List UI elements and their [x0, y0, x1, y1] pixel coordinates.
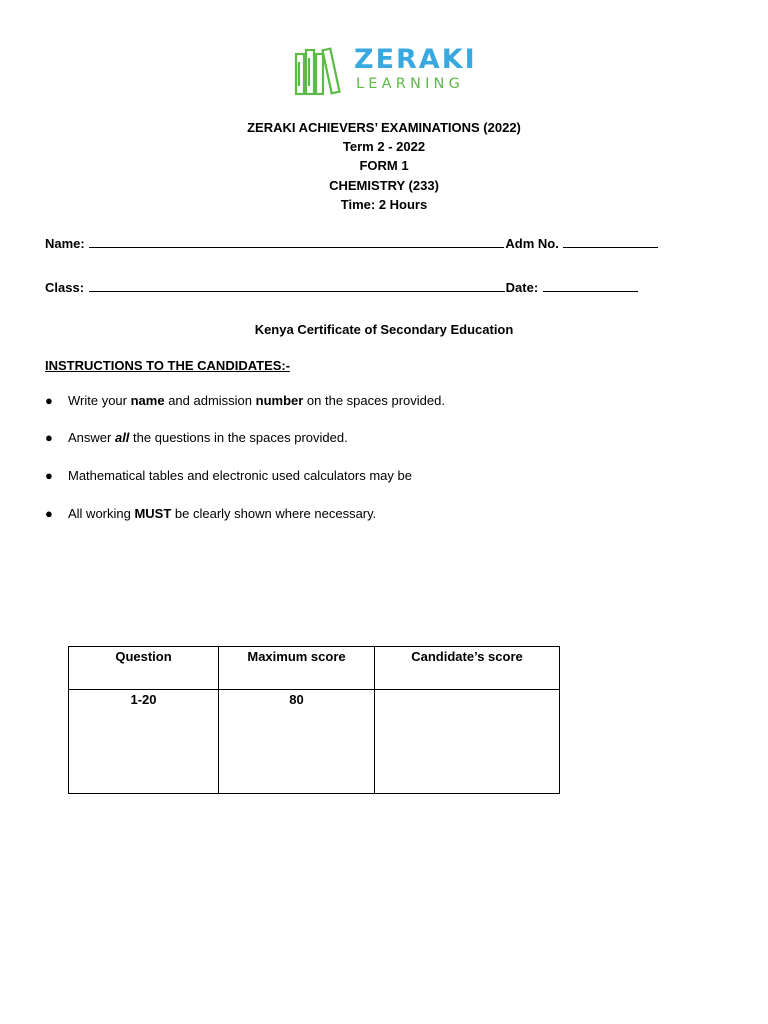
instruction-item: ● Answer all the questions in the spaces provided.: [45, 430, 348, 445]
instruction-item: ● Mathematical tables and electronic used calculators may be: [45, 468, 412, 483]
name-adm-row: [45, 235, 659, 251]
date-field[interactable]: [543, 279, 638, 292]
cell-maximum-score: 80: [219, 690, 375, 794]
logo-wordmark: ZERAKI: [354, 44, 477, 75]
instruction-item: ● Write your name and admission number on the spaces provided.: [45, 393, 445, 408]
exam-subject: CHEMISTRY (233): [329, 177, 439, 193]
kcse-heading: Kenya Certificate of Secondary Education: [254, 322, 514, 337]
name-label: Name:: [45, 236, 85, 251]
column-header-maximum-score: Maximum score: [219, 647, 375, 690]
bullet-icon: ●: [45, 468, 53, 483]
score-table: [68, 646, 560, 794]
bullet-icon: ●: [45, 506, 53, 521]
class-label: Class:: [45, 280, 85, 295]
score-table-header: [69, 647, 560, 690]
exam-term: Term 2 - 2022: [342, 139, 426, 155]
bullet-icon: ●: [45, 430, 53, 445]
instructions-title: INSTRUCTIONS TO THE CANDIDATES:-: [45, 358, 291, 373]
instruction-item: ● All working MUST be clearly shown where necessary.: [45, 506, 377, 521]
exam-header: [0, 118, 768, 214]
bullet-icon: ●: [45, 393, 53, 408]
adm-field[interactable]: [563, 235, 658, 248]
logo-subtitle: LEARNING: [356, 76, 465, 92]
class-field[interactable]: [89, 279, 505, 292]
column-header-question: Question: [69, 647, 219, 690]
exam-form: FORM 1: [359, 158, 409, 174]
name-field[interactable]: [89, 235, 504, 248]
table-row: [69, 690, 560, 794]
cell-question: 1-20: [69, 690, 219, 794]
books-icon: [294, 46, 348, 96]
column-header-candidate-score: Candidate’s score: [375, 647, 560, 690]
date-label: Date:: [505, 280, 539, 295]
class-date-row: [45, 279, 639, 295]
exam-title: ZERAKI ACHIEVERS’ EXAMINATIONS (2022): [247, 120, 521, 135]
exam-time: Time: 2 Hours: [340, 196, 428, 212]
adm-label: Adm No.: [505, 236, 559, 251]
cell-candidate-score[interactable]: [375, 690, 560, 794]
zeraki-logo: [294, 44, 484, 98]
